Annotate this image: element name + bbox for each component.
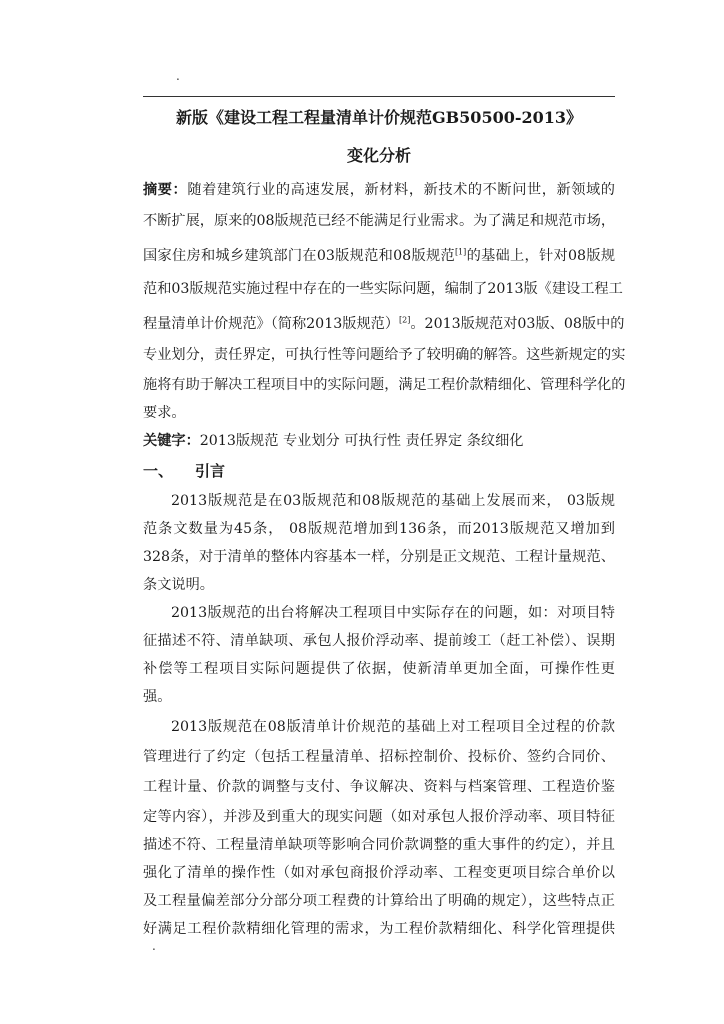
- paragraph-line: 范条文数量为45条， 08版规范增加到136条，而2013版规范又增加到: [143, 521, 615, 537]
- abstract-line: 要求。: [143, 405, 186, 421]
- paragraph-line: 328条，对于清单的整体内容基本一样，分别是正文规范、工程计量规范、: [143, 549, 615, 565]
- abstract-label: 摘要：: [143, 182, 188, 198]
- section-number: 一、: [143, 462, 174, 480]
- abstract-line: 国家住房和城乡建筑部门在03版规范和08版规范[1]的基础上，针对08版规: [143, 247, 616, 264]
- paragraph-line: 2013版规范在08版清单计价规范的基础上对工程项目全过程的价款: [171, 719, 615, 735]
- paragraph-line: 2013版规范是在03版规范和08版规范的基础上发展而来， 03版规: [171, 493, 615, 509]
- header-rule: [143, 96, 615, 97]
- keywords-label: 关键字：: [143, 433, 200, 449]
- abstract-line: 范和03版规范实施过程中存在的一些实际问题，编制了2013版《建设工程工: [143, 281, 623, 297]
- paragraph-line: 征描述不符、清单缺项、承包人报价浮动率、提前竣工（赶工补偿）、误期: [143, 633, 615, 649]
- paragraph-line: 管理进行了约定（包括工程量清单、招标控制价、投标价、签约合同价、: [143, 749, 615, 765]
- keywords-text: 2013版规范 专业划分 可执行性 责任界定 条纹细化: [199, 433, 524, 449]
- page-mark-bottom: .: [152, 939, 156, 953]
- abstract-line: 不断扩展，原来的08版规范已经不能满足行业需求。为了满足和规范市场，: [143, 213, 616, 229]
- paragraph-line: 好满足工程价款精细化管理的需求，为工程价款精细化、科学化管理提供: [143, 921, 615, 937]
- paragraph-line: 定等内容），并涉及到重大的现实问题（如对承包人报价浮动率、项目特征: [143, 809, 615, 825]
- abstract-line: 施将有助于解决工程项目中的实际问题，满足工程价款精细化、管理科学化的: [143, 377, 626, 393]
- citation-ref[interactable]: [2]: [399, 315, 411, 325]
- abstract-line: 摘要：随着建筑行业的高速发展，新材料，新技术的不断问世，新领域的: [143, 182, 615, 198]
- paragraph-line: 描述不符、工程量清单缺项等影响合同价款调整的重大事件的约定），并且: [143, 837, 615, 853]
- abstract-line: 程量清单计价规范》（简称2013版规范）[2]。2013版规范对03版、08版中的: [143, 315, 625, 332]
- page-mark-top: .: [176, 69, 180, 83]
- paragraph-line: 工程计量、价款的调整与支付、争议解决、资料与档案管理、工程造价鉴: [143, 779, 615, 795]
- document-title: 新版《建设工程工程量清单计价规范GB50500-2013》: [175, 108, 583, 127]
- paragraph-line: 强化了清单的操作性（如对承包商报价浮动率、工程变更项目综合单价以: [143, 865, 615, 881]
- paragraph-line: 补偿等工程项目实际问题提供了依据，使新清单更加全面，可操作性更: [143, 661, 615, 677]
- paragraph-line: 及工程量偏差部分分部分项工程费的计算给出了明确的规定），这些特点正: [143, 893, 615, 909]
- section-heading: [143, 459, 225, 483]
- keywords-line: [143, 429, 615, 453]
- document-subtitle: 变化分析: [346, 146, 411, 165]
- paragraph-line: 条文说明。: [143, 577, 214, 593]
- citation-ref[interactable]: [1]: [454, 247, 467, 257]
- section-title: 引言: [195, 462, 226, 480]
- paragraph-line: 2013版规范的出台将解决工程项目中实际存在的问题，如：对项目特: [171, 605, 615, 621]
- abstract-line: 专业划分，责任界定，可执行性等问题给予了较明确的解答。这些新规定的实: [143, 347, 626, 363]
- paragraph-line: 强。: [143, 689, 172, 705]
